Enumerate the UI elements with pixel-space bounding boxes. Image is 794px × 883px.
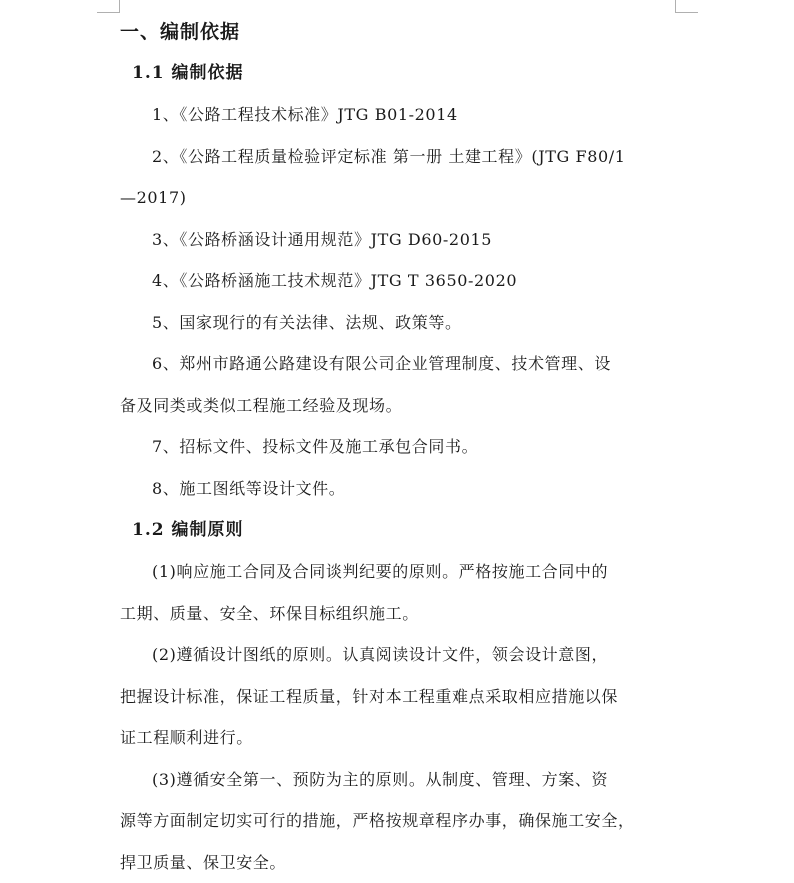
section-2-title: 1.2 编制原则: [120, 509, 676, 551]
page-corner-mark-right: [675, 0, 698, 13]
principle-3-line-3: 捍卫质量、保卫安全。: [120, 842, 676, 883]
basis-item-6-cont: 备及同类或类似工程施工经验及现场。: [120, 385, 676, 427]
principle-3-line-1: (3)遵循安全第一、预防为主的原则。从制度、管理、方案、资: [120, 759, 676, 801]
basis-item-3: 3、《公路桥涵设计通用规范》JTG D60-2015: [120, 219, 676, 261]
basis-item-1: 1、《公路工程技术标准》JTG B01-2014: [120, 94, 676, 136]
principle-2-line-1: (2)遵循设计图纸的原则。认真阅读设计文件，领会设计意图，: [120, 634, 676, 676]
document-page: [120, 12, 676, 883]
principle-1-line-1: (1)响应施工合同及合同谈判纪要的原则。严格按施工合同中的: [120, 551, 676, 593]
basis-item-6: 6、郑州市路通公路建设有限公司企业管理制度、技术管理、设: [120, 343, 676, 385]
basis-item-7: 7、招标文件、投标文件及施工承包合同书。: [120, 426, 676, 468]
page-corner-mark-left: [97, 0, 120, 13]
basis-item-2-cont: —2017): [120, 177, 676, 219]
principle-2-line-2: 把握设计标准，保证工程质量，针对本工程重难点采取相应措施以保: [120, 676, 676, 718]
principle-3-line-2: 源等方面制定切实可行的措施，严格按规章程序办事，确保施工安全，: [120, 800, 676, 842]
basis-item-8: 8、施工图纸等设计文件。: [120, 468, 676, 510]
heading-1: 一、编制依据: [120, 12, 676, 52]
principle-1-line-2: 工期、质量、安全、环保目标组织施工。: [120, 593, 676, 635]
basis-item-4: 4、《公路桥涵施工技术规范》JTG T 3650-2020: [120, 260, 676, 302]
section-1-title: 1.1 编制依据: [120, 52, 676, 94]
basis-item-2: 2、《公路工程质量检验评定标准 第一册 土建工程》(JTG F80/1: [120, 136, 676, 178]
basis-item-5: 5、国家现行的有关法律、法规、政策等。: [120, 302, 676, 344]
principle-2-line-3: 证工程顺利进行。: [120, 717, 676, 759]
